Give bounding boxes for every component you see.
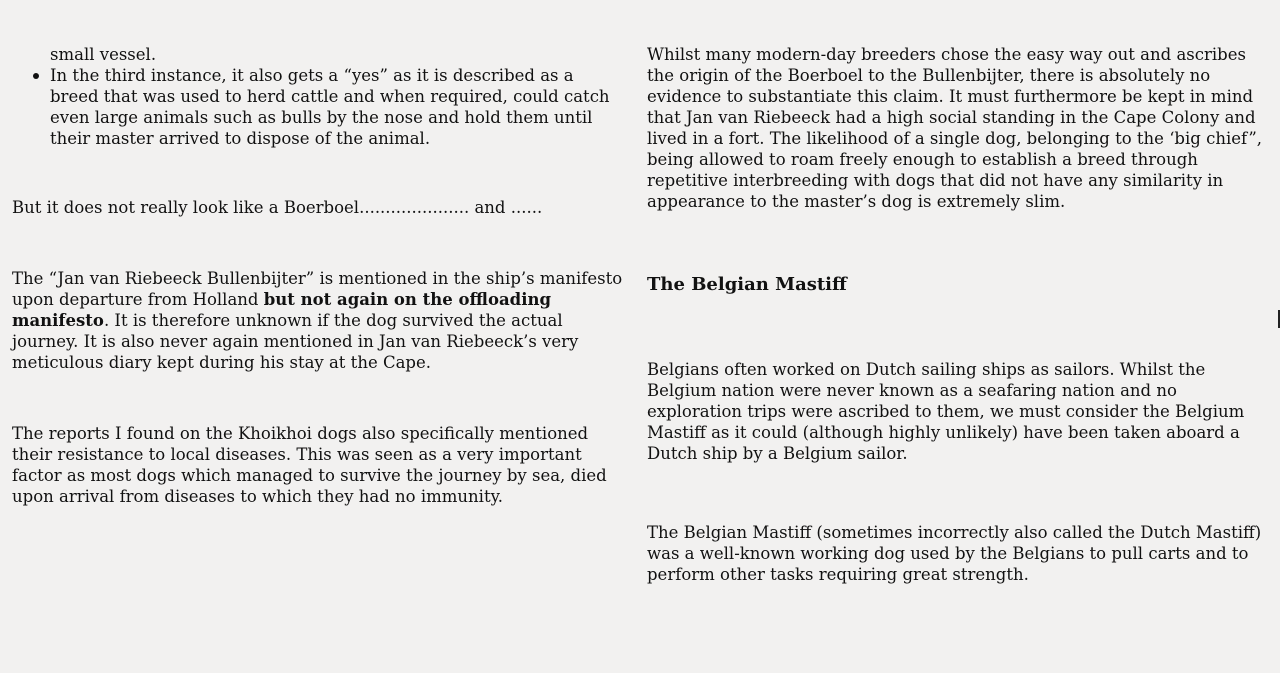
manifesto-paragraph — [12, 268, 624, 373]
khoikhoi-paragraph: The reports I found on the Khoikhoi dogs also specifically mentioned their resistance to local diseases. This was seen as a very important factor as most dogs which managed to survive the journey by sea, died upon arrival from diseases to which they had no immunity. — [12, 424, 607, 506]
continuation-text: small vessel. — [50, 45, 157, 64]
left-column — [12, 44, 624, 507]
mastiff-paragraph: The Belgian Mastiff (sometimes incorrectly also called the Dutch Mastiff) was a well-known working dog used by the Belgians to pull carts and to perform other tasks requiring great strength. — [647, 523, 1262, 584]
looks-line: But it does not really look like a Boerboel..................... and ...... — [12, 198, 543, 217]
breeders-paragraph: Whilst many modern-day breeders chose the easy way out and ascribes the origin of the Boerboel to the Bullenbijter, there is absolutely no evidence to substantiate this claim. It must furthermore be kept in mind that Jan van Riebeeck had a high social standing in the Cape Colony and lived in a fort. The likelihood of a single dog, belonging to the ‘big chief”, being allowed to roam freely enough to establish a breed through repetitive interbreeding with dogs that did not have any similarity in appearance to the master’s dog is extremely slim. — [647, 45, 1262, 211]
bullet-icon — [33, 73, 39, 79]
list-item — [50, 65, 624, 149]
section-heading: The Belgian Mastiff — [647, 274, 847, 295]
belgians-paragraph: Belgians often worked on Dutch sailing ships as sailors. Whilst the Belgium nation were never known as a seafaring nation and no exploration trips were ascribed to them, we must consider the Belgium Mastiff as it could (although highly unlikely) have been taken aboard a Dutch ship by a Belgium sailor. — [647, 360, 1245, 463]
manifesto-bold-text: but not again on the offloading manifesto — [12, 290, 552, 330]
right-column — [647, 44, 1262, 585]
manifesto-text-1: The “Jan van Riebeeck Bullenbijter” is mentioned in the ship’s manifesto upon departure from Holland — [12, 269, 623, 309]
manifesto-text-2: . It is therefore unknown if the dog survived the actual journey. It is also never again mentioned in Jan van Riebeeck’s very meticulous diary kept during his stay at the Cape. — [12, 311, 579, 372]
bullet-text: In the third instance, it also gets a “yes” as it is described as a breed that was used to herd cattle and when required, could catch even large animals such as bulls by the nose and hold them until their master arrived to dispose of the animal. — [50, 66, 610, 148]
bullet-list — [12, 65, 624, 149]
